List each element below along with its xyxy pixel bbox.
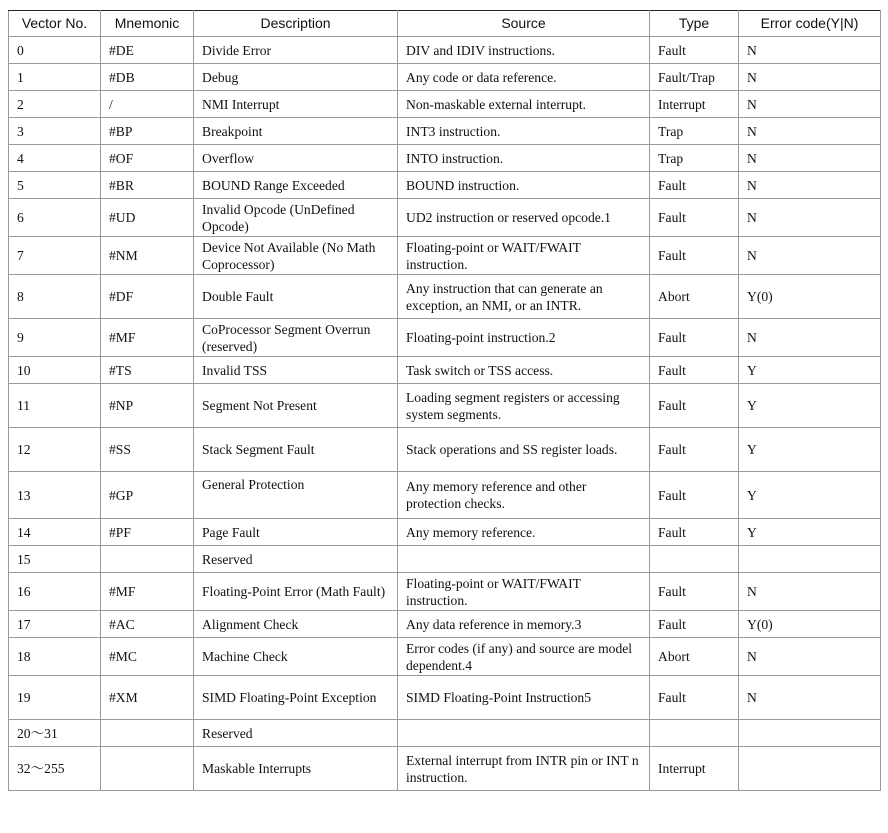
table-row — [9, 611, 881, 638]
cell-error-code: N — [739, 172, 881, 199]
table-row — [9, 275, 881, 319]
cell-mnemonic: #OF — [101, 145, 194, 172]
cell-source: BOUND instruction. — [398, 172, 650, 199]
cell-mnemonic: #DB — [101, 64, 194, 91]
cell-type: Fault — [650, 384, 739, 428]
cell-type: Fault — [650, 676, 739, 720]
cell-description: Maskable Interrupts — [194, 747, 398, 791]
cell-source: Non-maskable external interrupt. — [398, 91, 650, 118]
cell-description: BOUND Range Exceeded — [194, 172, 398, 199]
cell-mnemonic: #SS — [101, 428, 194, 472]
cell-source: Task switch or TSS access. — [398, 357, 650, 384]
cell-mnemonic: #GP — [101, 472, 194, 519]
cell-error-code — [739, 747, 881, 791]
cell-type: Fault — [650, 428, 739, 472]
cell-error-code: N — [739, 573, 881, 611]
cell-vector-no: 20～31 — [9, 720, 101, 747]
cell-mnemonic — [101, 546, 194, 573]
cell-type: Fault — [650, 519, 739, 546]
cell-vector-no: 11 — [9, 384, 101, 428]
cell-description: Floating-Point Error (Math Fault) — [194, 573, 398, 611]
cell-error-code: Y(0) — [739, 611, 881, 638]
cell-mnemonic: #NP — [101, 384, 194, 428]
cell-mnemonic: #MF — [101, 573, 194, 611]
cell-vector-no: 14 — [9, 519, 101, 546]
cell-error-code: N — [739, 199, 881, 237]
cell-description: Device Not Available (No Math Coprocessor) — [194, 237, 398, 275]
cell-error-code: N — [739, 37, 881, 64]
cell-description: Overflow — [194, 145, 398, 172]
cell-error-code: N — [739, 64, 881, 91]
cell-vector-no: 16 — [9, 573, 101, 611]
cell-description: Debug — [194, 64, 398, 91]
cell-error-code: N — [739, 237, 881, 275]
cell-vector-no: 6 — [9, 199, 101, 237]
cell-description: Machine Check — [194, 638, 398, 676]
cell-vector-no: 8 — [9, 275, 101, 319]
cell-error-code: N — [739, 91, 881, 118]
table-row — [9, 319, 881, 357]
cell-error-code: N — [739, 319, 881, 357]
cell-source: Stack operations and SS register loads. — [398, 428, 650, 472]
cell-source: Floating-point instruction.2 — [398, 319, 650, 357]
cell-type: Fault — [650, 472, 739, 519]
table-row — [9, 720, 881, 747]
cell-vector-no: 10 — [9, 357, 101, 384]
cell-type: Interrupt — [650, 91, 739, 118]
cell-source: UD2 instruction or reserved opcode.1 — [398, 199, 650, 237]
document-page — [8, 10, 880, 791]
cell-type: Fault — [650, 37, 739, 64]
cell-description: Breakpoint — [194, 118, 398, 145]
cell-source: Any code or data reference. — [398, 64, 650, 91]
cell-mnemonic: #PF — [101, 519, 194, 546]
cell-type: Fault — [650, 237, 739, 275]
cell-mnemonic — [101, 747, 194, 791]
cell-source: Floating-point or WAIT/FWAIT instruction. — [398, 237, 650, 275]
cell-source: Any memory reference. — [398, 519, 650, 546]
cell-mnemonic: #DF — [101, 275, 194, 319]
table-row — [9, 91, 881, 118]
cell-vector-no: 9 — [9, 319, 101, 357]
cell-source — [398, 546, 650, 573]
cell-source: Any memory reference and other protection checks. — [398, 472, 650, 519]
table-row — [9, 676, 881, 720]
cell-type: Fault — [650, 199, 739, 237]
table-row — [9, 172, 881, 199]
table-row — [9, 37, 881, 64]
table-row — [9, 237, 881, 275]
cell-error-code: Y — [739, 384, 881, 428]
cell-type: Fault — [650, 573, 739, 611]
header-vector-no: Vector No. — [9, 11, 101, 37]
cell-description: Page Fault — [194, 519, 398, 546]
cell-vector-no: 12 — [9, 428, 101, 472]
table-row — [9, 546, 881, 573]
table-row — [9, 747, 881, 791]
cell-source: External interrupt from INTR pin or INT n instruction. — [398, 747, 650, 791]
cell-description: Reserved — [194, 720, 398, 747]
cell-description: SIMD Floating-Point Exception — [194, 676, 398, 720]
table-row — [9, 118, 881, 145]
table-row — [9, 472, 881, 519]
cell-error-code: N — [739, 638, 881, 676]
cell-source: INT3 instruction. — [398, 118, 650, 145]
cell-type: Abort — [650, 275, 739, 319]
cell-description: Stack Segment Fault — [194, 428, 398, 472]
cell-description: Invalid Opcode (UnDefined Opcode) — [194, 199, 398, 237]
cell-description: Divide Error — [194, 37, 398, 64]
table-row — [9, 145, 881, 172]
table-row — [9, 428, 881, 472]
table-row — [9, 199, 881, 237]
cell-vector-no: 18 — [9, 638, 101, 676]
cell-error-code: N — [739, 145, 881, 172]
cell-vector-no: 4 — [9, 145, 101, 172]
cell-error-code: N — [739, 676, 881, 720]
cell-description: Reserved — [194, 546, 398, 573]
cell-error-code: Y — [739, 472, 881, 519]
cell-mnemonic — [101, 720, 194, 747]
cell-error-code: Y — [739, 519, 881, 546]
table-header-row — [9, 11, 881, 37]
cell-vector-no: 3 — [9, 118, 101, 145]
header-mnemonic: Mnemonic — [101, 11, 194, 37]
cell-mnemonic: #BR — [101, 172, 194, 199]
cell-error-code: N — [739, 118, 881, 145]
interrupt-vector-table — [8, 10, 881, 791]
cell-source: Floating-point or WAIT/FWAIT instruction. — [398, 573, 650, 611]
header-error-code: Error code(Y|N) — [739, 11, 881, 37]
cell-error-code: Y — [739, 357, 881, 384]
cell-type: Fault — [650, 357, 739, 384]
cell-source: Loading segment registers or accessing system segments. — [398, 384, 650, 428]
cell-type: Fault — [650, 319, 739, 357]
cell-description: Invalid TSS — [194, 357, 398, 384]
cell-vector-no: 5 — [9, 172, 101, 199]
cell-type — [650, 720, 739, 747]
cell-source: INTO instruction. — [398, 145, 650, 172]
cell-source: DIV and IDIV instructions. — [398, 37, 650, 64]
cell-description: Double Fault — [194, 275, 398, 319]
cell-vector-no: 2 — [9, 91, 101, 118]
cell-type: Abort — [650, 638, 739, 676]
cell-vector-no: 13 — [9, 472, 101, 519]
cell-description: NMI Interrupt — [194, 91, 398, 118]
cell-type: Fault — [650, 172, 739, 199]
cell-type: Interrupt — [650, 747, 739, 791]
cell-source: SIMD Floating-Point Instruction5 — [398, 676, 650, 720]
cell-mnemonic: #TS — [101, 357, 194, 384]
cell-mnemonic: #UD — [101, 199, 194, 237]
table-row — [9, 519, 881, 546]
cell-type: Fault/Trap — [650, 64, 739, 91]
cell-error-code — [739, 546, 881, 573]
cell-vector-no: 19 — [9, 676, 101, 720]
cell-vector-no: 7 — [9, 237, 101, 275]
cell-source — [398, 720, 650, 747]
cell-description: CoProcessor Segment Overrun (reserved) — [194, 319, 398, 357]
cell-mnemonic: #MF — [101, 319, 194, 357]
cell-source: Any data reference in memory.3 — [398, 611, 650, 638]
header-type: Type — [650, 11, 739, 37]
table-row — [9, 64, 881, 91]
cell-error-code: Y(0) — [739, 275, 881, 319]
cell-source: Any instruction that can generate an exception, an NMI, or an INTR. — [398, 275, 650, 319]
cell-type — [650, 546, 739, 573]
table-row — [9, 357, 881, 384]
cell-error-code: Y — [739, 428, 881, 472]
cell-vector-no: 15 — [9, 546, 101, 573]
cell-type: Trap — [650, 118, 739, 145]
cell-source: Error codes (if any) and source are model dependent.4 — [398, 638, 650, 676]
cell-description: General Protection — [194, 472, 398, 519]
table-row — [9, 384, 881, 428]
cell-type: Trap — [650, 145, 739, 172]
table-row — [9, 638, 881, 676]
header-description: Description — [194, 11, 398, 37]
header-source: Source — [398, 11, 650, 37]
cell-mnemonic: #XM — [101, 676, 194, 720]
table-row — [9, 573, 881, 611]
cell-type: Fault — [650, 611, 739, 638]
cell-mnemonic: #MC — [101, 638, 194, 676]
cell-vector-no: 0 — [9, 37, 101, 64]
cell-error-code — [739, 720, 881, 747]
cell-description: Alignment Check — [194, 611, 398, 638]
cell-description: Segment Not Present — [194, 384, 398, 428]
cell-mnemonic: #BP — [101, 118, 194, 145]
cell-mnemonic: #NM — [101, 237, 194, 275]
cell-mnemonic: #AC — [101, 611, 194, 638]
cell-mnemonic: / — [101, 91, 194, 118]
cell-mnemonic: #DE — [101, 37, 194, 64]
cell-vector-no: 17 — [9, 611, 101, 638]
cell-vector-no: 1 — [9, 64, 101, 91]
cell-vector-no: 32～255 — [9, 747, 101, 791]
